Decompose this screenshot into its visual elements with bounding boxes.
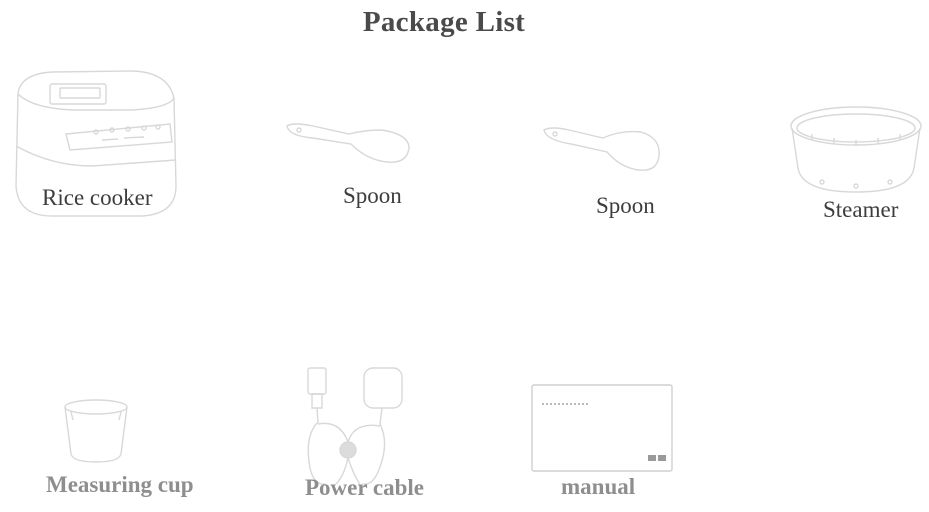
measuring-cup-label: Measuring cup: [46, 472, 194, 497]
spoon-icon: [541, 124, 663, 174]
power-cable-label: Power cable: [305, 475, 425, 500]
manual-label: manual: [561, 474, 636, 499]
rice-cooker-label: Rice cooker: [42, 185, 153, 210]
spoon-label-2: Spoon: [596, 193, 655, 218]
manual-icon: [530, 383, 674, 473]
spoon-icon: [283, 118, 411, 166]
measuring-cup-icon: [63, 398, 131, 464]
spoon-label-1: Spoon: [343, 183, 402, 208]
steamer-icon: [788, 104, 924, 196]
page-title: Package List: [362, 6, 526, 38]
steamer-label: Steamer: [823, 197, 899, 222]
power-cable-icon: [300, 364, 410, 488]
